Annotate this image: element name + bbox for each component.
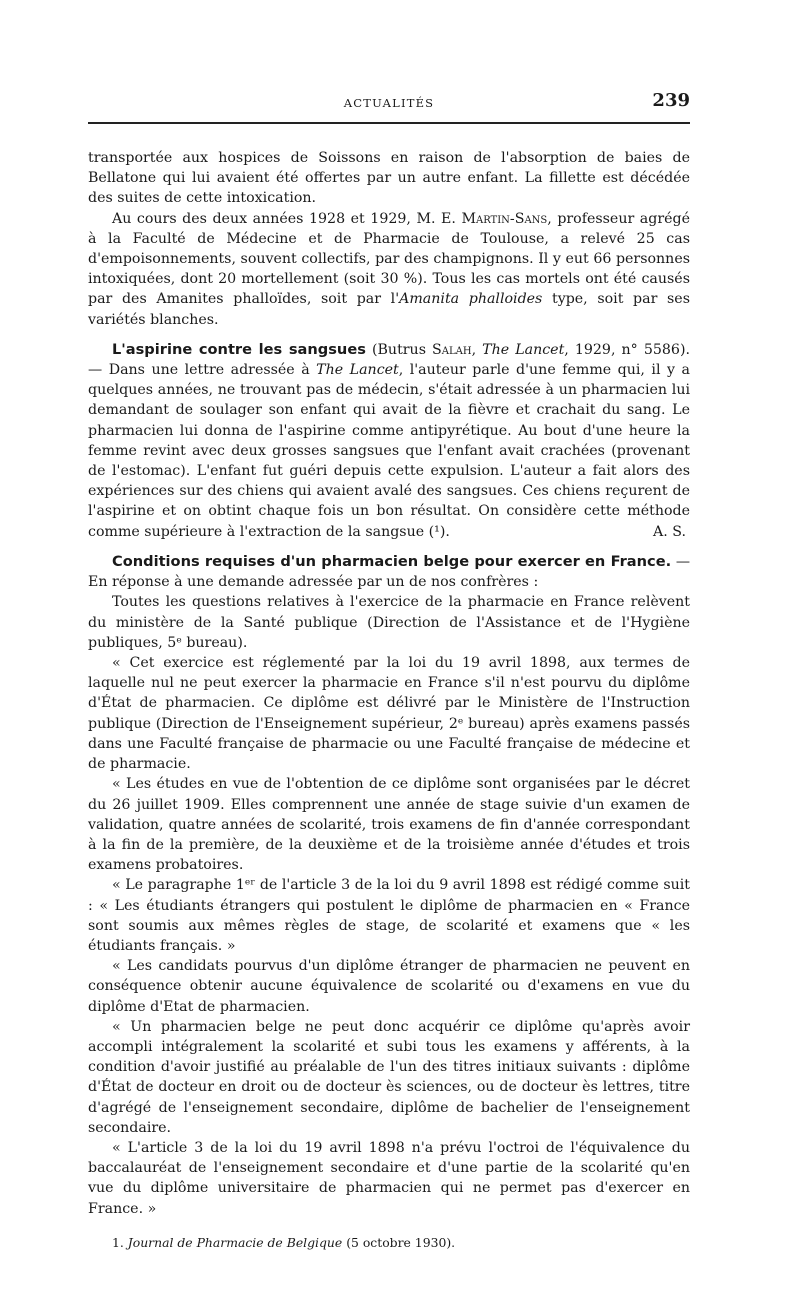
ref-author: Salah: [432, 341, 472, 358]
page-number: 239: [652, 90, 690, 111]
section-aspirine: [88, 340, 690, 542]
text-run: — Dans une lettre adressée à: [88, 362, 317, 379]
section-pharmacien-belge: [88, 552, 690, 592]
article-body: [88, 148, 690, 1253]
paragraph: Toutes les questions relatives à l'exercice de la pharmacie en France relèvent du ministère de la Santé publique (Direction de l'Assistance et de l'Hygiène publiques, 5ᵉ bureau).: [88, 594, 690, 651]
ref-open: (Butrus: [365, 341, 433, 358]
species-name: Amanita phalloides: [399, 291, 543, 308]
text-run: , l'auteur parle d'une femme qui, il y a quelques années, ne trouvant pas de médecin, s'était adressée à un pharmacien lui demandant de soulager son enfant qui avait de la fièvre et crachait du sang. Le pharmacien lui donna de l'aspirine comme antipyrétique. Au bout d'une heure la femme revint avec deux grosses sangsues que l'enfant avait crachées (provenant de l'estomac). L'enfant fut guéri depuis cette expulsion. L'auteur a fait alors des expériences sur des chiens qui avaient avalé des sangsues. Ces chiens reçurent de l'aspirine et on obtint chaque fois un bon résultat. On considère cette méthode comme supérieure à l'extraction de la sangsue (¹).: [88, 362, 690, 540]
ref-journal: The Lancet: [482, 341, 565, 358]
paragraph: « Le paragraphe 1ᵉʳ de l'article 3 de la loi du 9 avril 1898 est rédigé comme suit : « Les étudiants étrangers qui postulent le diplôme de pharmacien en « France sont soumis aux mêmes règles de stage, de scolarité et examens que « les étudiants français. »: [88, 877, 690, 954]
paragraph: « L'article 3 de la loi du 19 avril 1898 n'a prévu l'octroi de l'équivalence du baccalauréat de l'enseignement secondaire et d'une partie de la scolarité qu'en vue du diplôme universitaire de pharmacien qui ne permet pas d'exercer en France. »: [88, 1139, 690, 1217]
footnote: [88, 1233, 690, 1253]
footnote-journal: Journal de Pharmacie de Belgique: [127, 1234, 343, 1250]
text-run: , professeur agrégé à la Faculté de Médecine et de Pharmacie de Toulouse, a relevé 25 cas d'empoisonnements, souvent collectifs, par des champignons. Il y eut 66 personnes intoxiquées, dont 20 mortellement (soit 30 %). Tous les cas mortels ont été causés par des Amanites phalloïdes, soit par l': [88, 210, 690, 308]
journal-name: The Lancet: [316, 362, 399, 379]
paragraph-intro-2: [88, 209, 690, 330]
text-run: — En réponse à une demande adressée par un de nos confrères :: [88, 554, 691, 591]
text-run: type, soit par ses variétés blanches.: [88, 291, 690, 328]
ref-sep: ,: [471, 341, 483, 358]
paragraph: « Cet exercice est réglementé par la loi du 19 avril 1898, aux termes de laquelle nul ne peut exercer la pharmacie en France s'il n'est pourvu du diplôme d'État de pharmacien. Ce diplôme est délivré par le Ministère de l'Instruction publique (Direction de l'Enseignement supérieur, 2ᵉ bureau) après examens passés dans une Faculté française de pharmacie ou une Faculté française de médecine et de pharmacie.: [88, 655, 690, 773]
footnote-rest: (5 octobre 1930).: [342, 1234, 456, 1250]
author-name: Martin-Sans: [461, 210, 548, 227]
ref-rest: , 1929, n° 5586).: [564, 341, 690, 358]
paragraph-intro-1: transportée aux hospices de Soissons en raison de l'absorption de baies de Bellatone qui lui avaient été offertes par un autre enfant. La fillette est décédée des suites de cette intoxication.: [88, 150, 690, 207]
paragraph: « Les études en vue de l'obtention de ce diplôme sont organisées par le décret du 26 juillet 1909. Elles comprennent une année de stage suivie d'un examen de validation, quatre années de scolarité, trois examens de fin d'année correspondant à la fin de la première, de la deuxième et de la troisième année d'études et trois examens probatoires.: [88, 776, 690, 874]
text-run: Au cours des deux années 1928 et 1929, M. E.: [112, 210, 462, 227]
signature: A. S.: [653, 523, 686, 540]
header-rule: [88, 122, 690, 124]
footnote-number: 1.: [112, 1234, 128, 1250]
page-header: [88, 90, 690, 120]
running-head: ACTUALITÉS: [343, 96, 435, 110]
section-title-aspirine: L'aspirine contre les sangsues: [112, 340, 366, 358]
paragraph: « Un pharmacien belge ne peut donc acquérir ce diplôme qu'après avoir accompli intégralement la scolarité et subi tous les examens y afférents, à la condition d'avoir justifié au préalable de l'un des titres initiaux suivants : diplôme d'État de docteur en droit ou de docteur ès sciences, ou de docteur ès lettres, titre d'agrégé de l'enseignement secondaire, diplôme de bachelier de l'enseignement secondaire.: [88, 1018, 690, 1136]
section-title-pharmacien-belge: Conditions requises d'un pharmacien belge pour exercer en France.: [112, 553, 672, 571]
page: [88, 90, 690, 1265]
paragraph: « Les candidats pourvus d'un diplôme étranger de pharmacien ne peuvent en conséquence obtenir aucune équivalence de scolarité ou d'examens en vue du diplôme d'Etat de pharmacien.: [88, 958, 690, 1015]
